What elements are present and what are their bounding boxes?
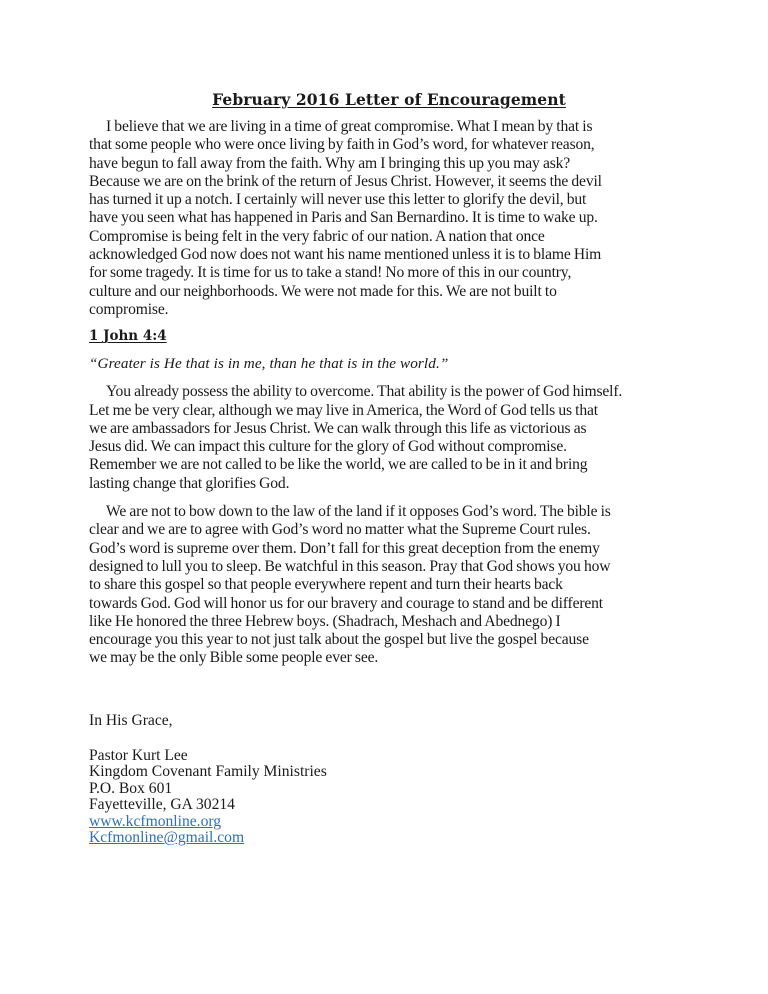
text-line: We are not to bow down to the law of the land if it opposes God’s word. The bible is — [106, 503, 611, 521]
text-line: acknowledged God now does not want his name mentioned unless it is to blame Him — [89, 246, 602, 264]
closing-salutation: In His Grace, — [89, 711, 173, 729]
text-line: Remember we are not called to be like the world, we are called to be in it and bring — [89, 456, 588, 474]
text-line: Let me be very clear, although we may live in America, the Word of God tells us that — [89, 401, 598, 419]
city-state-zip: Fayetteville, GA 30214 — [89, 796, 235, 814]
text-line: we are ambassadors for Jesus Christ. We can walk through this life as victorious as — [89, 419, 587, 437]
text-line: You already possess the ability to overcome. That ability is the power of God himself. — [106, 383, 623, 401]
text-line: clear and we are to agree with God’s word no matter what the Supreme Court rules. — [89, 521, 591, 539]
text-line: Compromise is being felt in the very fabric of our nation. A nation that once — [89, 227, 545, 245]
text-line: we may be the only Bible some people ever see. — [89, 649, 379, 667]
po-box: P.O. Box 601 — [89, 779, 173, 797]
text-line: like He honored the three Hebrew boys. (Shadrach, Meshach and Abednego) I — [89, 612, 561, 630]
text-line: lasting change that glorifies God. — [89, 474, 290, 492]
text-line: has turned it up a notch. I certainly will never use this letter to glorify the devil, but — [89, 191, 587, 209]
text-line: to share this gospel so that people everywhere repent and turn their hearts back — [89, 576, 563, 594]
text-line: culture and our neighborhoods. We were not made for this. We are not built to — [89, 282, 557, 300]
text-line: for some tragedy. It is time for us to take a stand! No more of this in our country, — [89, 264, 572, 282]
text-line: I believe that we are living in a time of great compromise. What I mean by that is — [106, 118, 593, 135]
letter-title: February 2016 Letter of Encouragement — [212, 90, 566, 109]
email-link[interactable]: Kcfmonline@gmail.com — [89, 829, 245, 847]
letter-page — [89, 88, 689, 847]
text-line: encourage you this year to not just talk about the gospel but live the gospel because — [89, 631, 589, 649]
text-line: God’s word is supreme over them. Don’t fall for this great deception from the enemy — [89, 539, 600, 557]
scripture-reference: 1 John 4:4 — [89, 328, 167, 345]
paragraph-3 — [89, 503, 689, 668]
text-line: Because we are on the brink of the return of Jesus Christ. However, it seems the devil — [89, 172, 602, 190]
signer-name: Pastor Kurt Lee — [89, 746, 188, 764]
text-line: have begun to fall away from the faith. Why am I bringing this up you may ask? — [89, 154, 571, 172]
text-line: designed to lull you to sleep. Be watchful in this season. Pray that God shows you how — [89, 557, 611, 575]
text-line: have you seen what has happened in Paris and San Bernardino. It is time to wake up. — [89, 209, 598, 227]
text-line: compromise. — [89, 300, 169, 318]
organization-name: Kingdom Covenant Family Ministries — [89, 763, 327, 781]
scripture-quote: “Greater is He that is in me, than he that is in the world.” — [89, 355, 449, 373]
text-line: Jesus did. We can impact this culture for the glory of God without compromise. — [89, 438, 567, 456]
text-line: that some people who were once living by faith in God’s word, for whatever reason, — [89, 136, 595, 154]
text-line: towards God. God will honor us for our bravery and courage to stand and be different — [89, 594, 603, 612]
paragraph-2 — [89, 383, 689, 493]
signature-block — [89, 748, 689, 847]
website-link[interactable]: www.kcfmonline.org — [89, 812, 222, 830]
paragraph-1 — [89, 118, 689, 319]
